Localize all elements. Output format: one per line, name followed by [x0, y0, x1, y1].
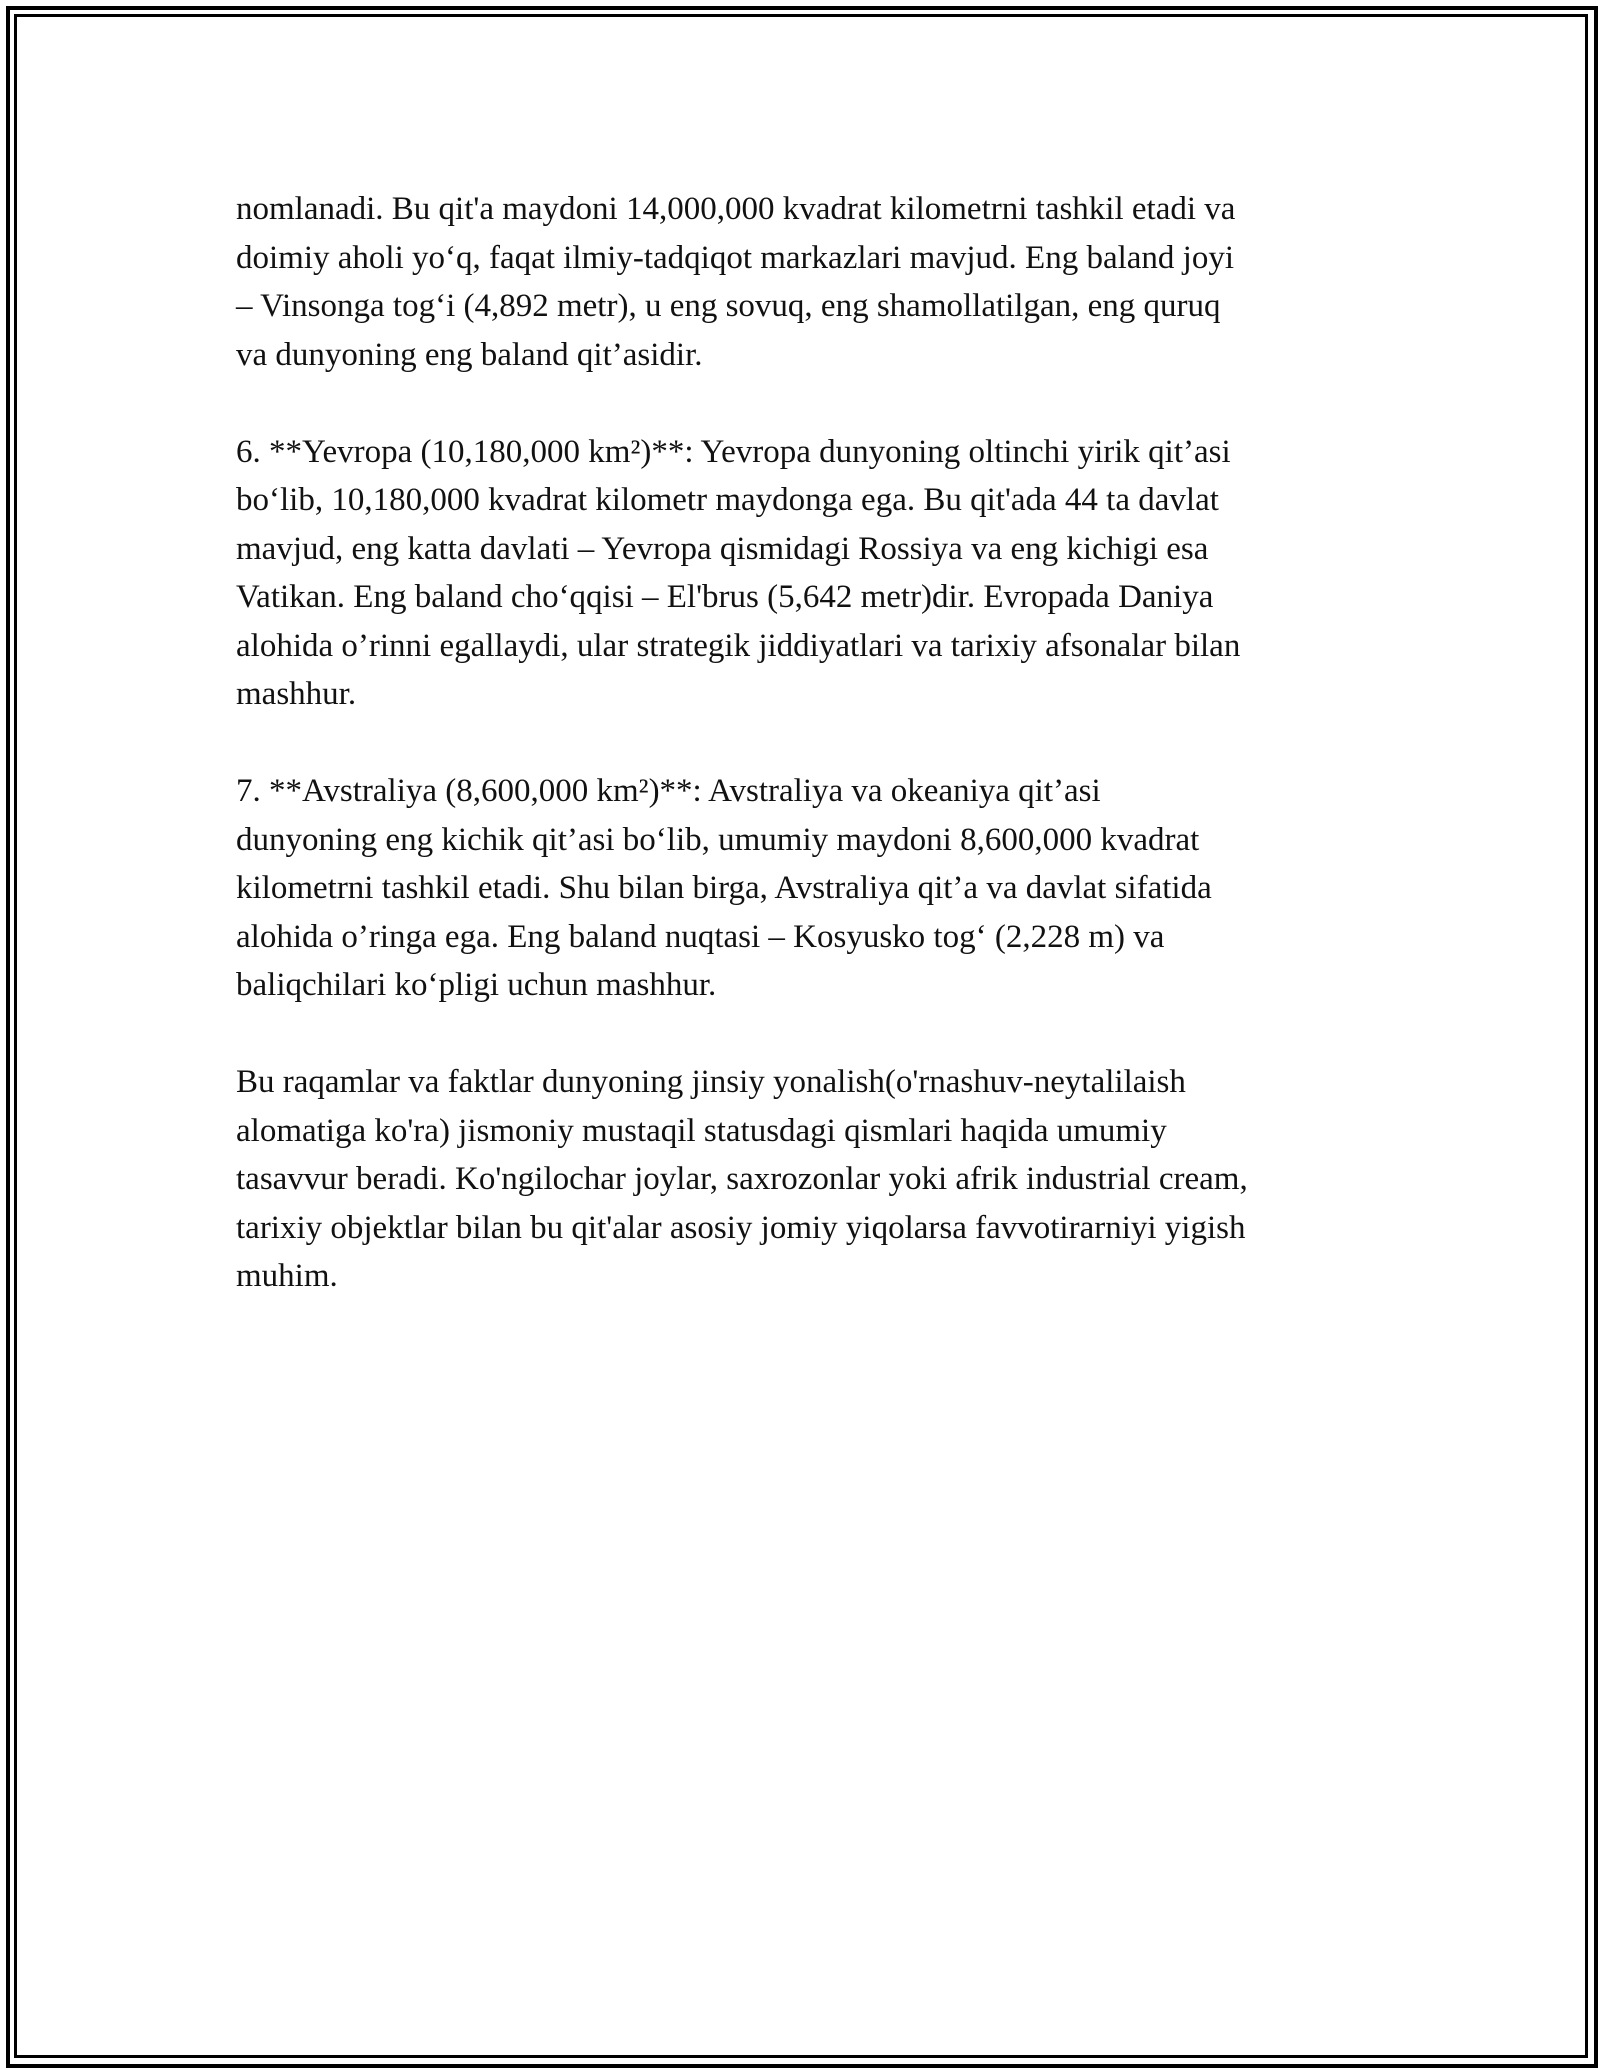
text-line: tarixiy objektlar bilan bu qit'alar asosiy jomiy yiqolarsa favvotirarniyi yigish [236, 1209, 1246, 1246]
paragraph-europe [236, 428, 1366, 719]
document-body [236, 185, 1366, 1349]
text-line: va dunyoning eng baland qit’asidir. [236, 336, 703, 373]
text-line: alohida o’rinni egallaydi, ular strategik jiddiyatlari va tarixiy afsonalar bilan [236, 627, 1241, 664]
text-line: 6. **Yevropa (10,180,000 km²)**: Yevropa dunyoning oltinchi yirik qit’asi [236, 433, 1231, 470]
text-line: alohida o’ringa ega. Eng baland nuqtasi – Kosyusko tog‘ (2,228 m) va [236, 918, 1165, 955]
paragraph-antarctica [236, 185, 1366, 379]
text-line: mashhur. [236, 676, 357, 712]
text-line: mavjud, eng katta davlati – Yevropa qismidagi Rossiya va eng kichigi esa [236, 530, 1209, 567]
text-line: dunyoning eng kichik qit’asi bo‘lib, umumiy maydoni 8,600,000 kvadrat [236, 821, 1200, 858]
paragraph-conclusion [236, 1058, 1366, 1301]
paragraph-australia [236, 767, 1366, 1010]
text-line: 7. **Avstraliya (8,600,000 km²)**: Avstraliya va okeaniya qit’asi [236, 773, 1101, 809]
text-line: alomatiga ko'ra) jismoniy mustaqil statusdagi qismlari haqida umumiy [236, 1112, 1167, 1149]
text-line: doimiy aholi yo‘q, faqat ilmiy-tadqiqot markazlari mavjud. Eng baland joyi [236, 239, 1235, 276]
text-line: muhim. [236, 1258, 338, 1294]
text-line: nomlanadi. Bu qit'a maydoni 14,000,000 kvadrat kilometrni tashkil etadi va [236, 191, 1236, 227]
text-line: kilometrni tashkil etadi. Shu bilan birga, Avstraliya qit’a va davlat sifatida [236, 870, 1212, 906]
text-line: – Vinsonga tog‘i (4,892 metr), u eng sovuq, eng shamollatilgan, eng quruq [236, 288, 1221, 324]
text-line: tasavvur beradi. Ko'ngilochar joylar, saxrozonlar yoki afrik industrial cream, [236, 1161, 1248, 1197]
text-line: Bu raqamlar va faktlar dunyoning jinsiy yonalish(o'rnashuv-neytalilaish [236, 1064, 1186, 1100]
text-line: baliqchilari ko‘pligi uchun mashhur. [236, 967, 717, 1003]
text-line: bo‘lib, 10,180,000 kvadrat kilometr maydonga ega. Bu qit'ada 44 ta davlat [236, 482, 1219, 518]
text-line: Vatikan. Eng baland cho‘qqisi – El'brus (5,642 metr)dir. Evropada Daniya [236, 579, 1214, 615]
